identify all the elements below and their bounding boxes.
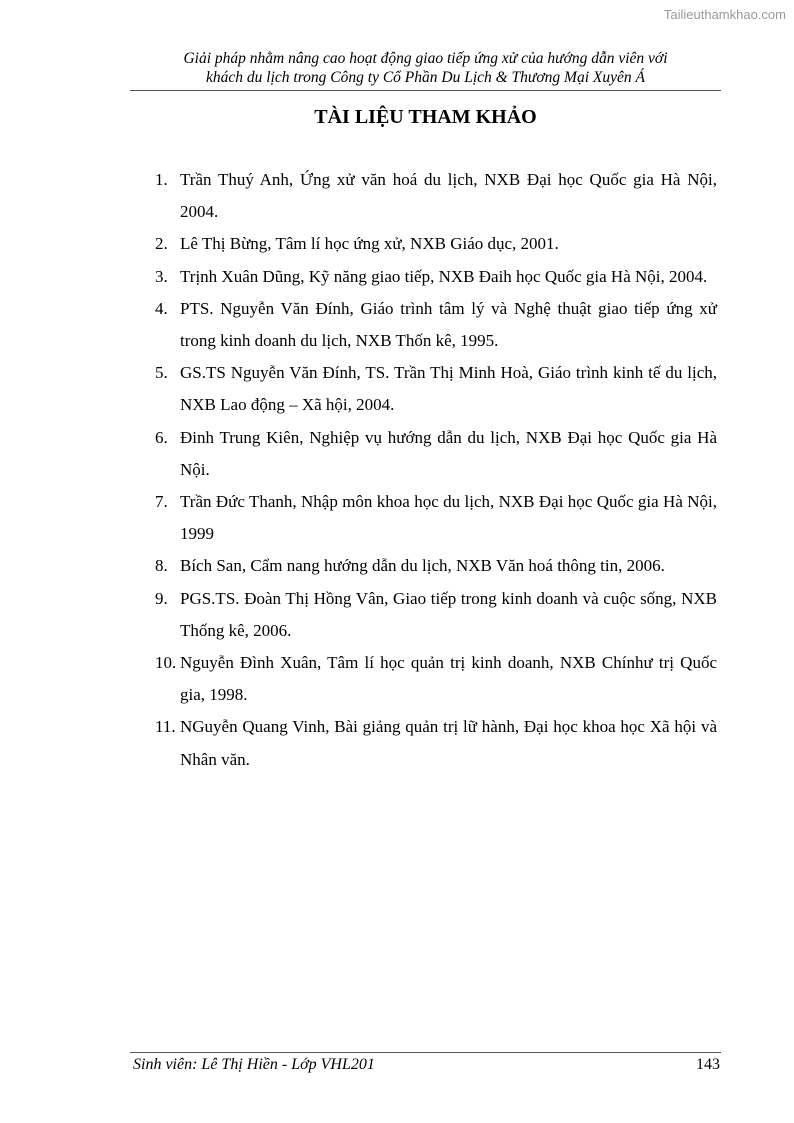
- reference-item: [155, 647, 717, 711]
- reference-list: [155, 164, 717, 776]
- reference-text: Trần Thuý Anh, Ứng xử văn hoá du lịch, NXB Đại học Quốc gia Hà Nội, 2004.: [180, 170, 717, 222]
- page-title: TÀI LIỆU THAM KHẢO: [314, 106, 537, 128]
- header-line-1: Giải pháp nhằm nâng cao hoạt động giao tiếp ứng xử của hướng dẫn viên với: [183, 50, 668, 67]
- reference-number: 11.: [155, 717, 176, 737]
- reference-text: Nguyễn Đình Xuân, Tâm lí học quản trị kinh doanh, NXB Chínhư trị Quốc gia, 1998.: [180, 653, 717, 705]
- reference-number: 3.: [155, 266, 168, 286]
- running-header: [130, 49, 721, 87]
- header-line-2: khách du lịch trong Công ty Cổ Phần Du Lịch & Thương Mại Xuyên Á: [206, 69, 645, 86]
- reference-item: [155, 164, 717, 228]
- footer-divider: [130, 1052, 721, 1053]
- reference-item: [155, 228, 717, 260]
- reference-item: [155, 550, 717, 582]
- reference-text: Lê Thị Bừng, Tâm lí học ứng xử, NXB Giáo dục, 2001.: [180, 234, 559, 254]
- reference-text: Bích San, Cẩm nang hướng dẫn du lịch, NXB Văn hoá thông tin, 2006.: [180, 556, 665, 576]
- reference-item: [155, 261, 717, 293]
- reference-number: 8.: [155, 556, 168, 576]
- reference-item: [155, 583, 717, 647]
- footer-student-info: Sinh viên: Lê Thị Hiền - Lớp VHL201: [133, 1056, 375, 1073]
- reference-number: 10.: [155, 653, 177, 673]
- reference-text: GS.TS Nguyễn Văn Đính, TS. Trần Thị Minh Hoà, Giáo trình kinh tế du lịch, NXB Lao động – Xã hội, 2004.: [180, 363, 717, 415]
- reference-text: NGuyễn Quang Vinh, Bài giảng quản trị lữ hành, Đại học khoa học Xã hội và Nhân văn.: [180, 717, 717, 769]
- reference-item: [155, 711, 717, 775]
- header-divider: [130, 90, 721, 91]
- page-number: 143: [696, 1056, 720, 1073]
- reference-item: [155, 486, 717, 550]
- reference-text: PTS. Nguyễn Văn Đính, Giáo trình tâm lý và Nghệ thuật giao tiếp ứng xử trong kinh doanh du lịch, NXB Thốn kê, 1995.: [180, 298, 717, 351]
- reference-number: 5.: [155, 363, 168, 383]
- reference-number: 1.: [155, 170, 168, 189]
- reference-text: Trịnh Xuân Dũng, Kỹ năng giao tiếp, NXB Đaih học Quốc gia Hà Nội, 2004.: [180, 266, 708, 286]
- reference-item: [155, 422, 717, 486]
- reference-number: 2.: [155, 234, 168, 254]
- reference-item: [155, 357, 717, 421]
- watermark-text: Tailieuthamkhao.com: [663, 7, 786, 22]
- reference-number: 7.: [155, 492, 168, 512]
- reference-text: Đinh Trung Kiên, Nghiệp vụ hướng dẫn du lịch, NXB Đại học Quốc gia Hà Nội.: [180, 427, 717, 479]
- reference-text: PGS.TS. Đoàn Thị Hồng Vân, Giao tiếp trong kinh doanh và cuộc sống, NXB Thống kê, 2006.: [180, 588, 717, 640]
- reference-number: 9.: [155, 588, 168, 608]
- reference-item: [155, 293, 717, 357]
- reference-number: 6.: [155, 427, 168, 447]
- reference-number: 4.: [155, 298, 168, 318]
- reference-text: Trần Đức Thanh, Nhập môn khoa học du lịch, NXB Đại học Quốc gia Hà Nội, 1999: [180, 492, 717, 544]
